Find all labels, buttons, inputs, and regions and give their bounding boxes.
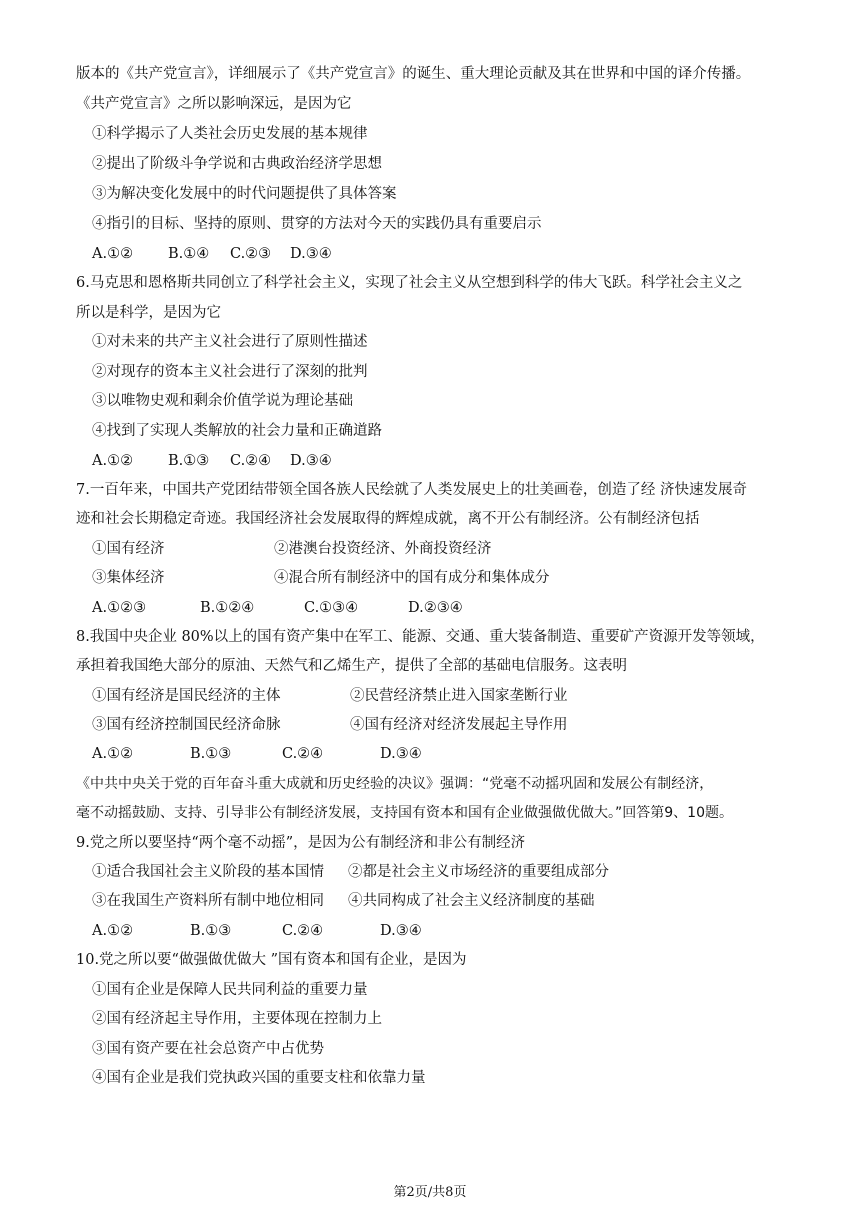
q9-item-4: ④共同构成了社会主义经济制度的基础: [348, 893, 595, 909]
q6-options: [92, 451, 812, 471]
q8-option-a[interactable]: A.①②: [92, 746, 134, 762]
q9-item-2: ②都是社会主义市场经济的重要组成部分: [348, 864, 609, 880]
q9-option-b[interactable]: B.①③: [190, 923, 232, 939]
q5-option-a[interactable]: A.①②: [92, 246, 134, 262]
q8-option-b[interactable]: B.①③: [190, 746, 232, 762]
q6-item-3: ③以唯物史观和剩余价值学说为理论基础: [92, 393, 353, 409]
q9-option-a[interactable]: A.①②: [92, 923, 134, 939]
q8-stem-line-1: 8.我国中央企业 80%以上的国有资产集中在军工、能源、交通、重大装备制造、重要矿产资源开发等领域，: [76, 629, 765, 645]
q8-option-c[interactable]: C.②④: [282, 746, 324, 762]
q5-stem-line-2: 《共产党宣言》之所以影响深远，是因为它: [76, 96, 352, 112]
q7-item-3: ③集体经济: [92, 570, 165, 586]
q5-option-c[interactable]: C.②③: [230, 246, 272, 262]
q7-option-a[interactable]: A.①②③: [92, 600, 147, 616]
page-number: 第2页/共8页: [393, 1185, 467, 1200]
q8-stem-line-2: 承担着我国绝大部分的原油、天然气和乙烯生产，提供了全部的基础电信服务。这表明: [76, 658, 627, 674]
q6-option-a[interactable]: A.①②: [92, 453, 134, 469]
q5-option-d[interactable]: D.③④: [290, 246, 332, 262]
q9-stem: 9.党之所以要坚持“两个毫不动摇”，是因为公有制经济和非公有制经济: [76, 835, 526, 851]
q10-stem: 10.党之所以要“做强做优做大 ”国有资本和国有企业，是因为: [76, 952, 467, 968]
q7-item-1: ①国有经济: [92, 541, 165, 557]
q7-items-row-1: [92, 539, 812, 559]
q6-stem-line-1: 6.马克思和恩格斯共同创立了科学社会主义，实现了社会主义从空想到科学的伟大飞跃。科学社会主义之: [76, 275, 743, 291]
q7-option-d[interactable]: D.②③④: [408, 600, 463, 616]
q9-option-c[interactable]: C.②④: [282, 923, 324, 939]
q9-items-row-1: [92, 862, 812, 882]
q8-item-3: ③国有经济控制国民经济命脉: [92, 717, 281, 733]
q8-options: [92, 744, 812, 764]
q10-item-2: ②国有经济起主导作用，主要体现在控制力上: [92, 1011, 382, 1027]
material-line-2: 毫不动摇鼓励、支持、引导非公有制经济发展，支持国有资本和国有企业做强做优做大。”回答第9、10题。: [76, 805, 733, 821]
q10-item-3: ③国有资产要在社会总资产中占优势: [92, 1041, 324, 1057]
q9-options: [92, 921, 812, 941]
q5-item-3: ③为解决变化发展中的时代问题提供了具体答案: [92, 186, 397, 202]
q8-items-row-2: [92, 715, 812, 735]
q8-item-4: ④国有经济对经济发展起主导作用: [350, 717, 568, 733]
q6-item-4: ④找到了实现人类解放的社会力量和正确道路: [92, 423, 382, 439]
q6-option-b[interactable]: B.①③: [168, 453, 210, 469]
q5-item-1: ①科学揭示了人类社会历史发展的基本规律: [92, 126, 368, 142]
q6-item-1: ①对未来的共产主义社会进行了原则性描述: [92, 334, 368, 350]
q8-item-2: ②民营经济禁止进入国家垄断行业: [350, 688, 568, 704]
q7-item-2: ②港澳台投资经济、外商投资经济: [274, 541, 492, 557]
q9-items-row-2: [92, 891, 812, 911]
q5-option-b[interactable]: B.①④: [168, 246, 210, 262]
q6-stem-line-2: 所以是科学，是因为它: [76, 305, 221, 321]
q10-item-4: ④国有企业是我们党执政兴国的重要支柱和依靠力量: [92, 1070, 426, 1086]
q7-items-row-2: [92, 568, 812, 588]
material-line-1: 《中共中央关于党的百年奋斗重大成就和历史经验的决议》强调：“党毫不动摇巩固和发展公有制经济，: [76, 776, 714, 792]
q7-options: [92, 598, 812, 618]
q7-stem-line-2: 迹和社会长期稳定奇迹。我国经济社会发展取得的辉煌成就，离不开公有制经济。公有制经济包括: [76, 511, 700, 527]
q7-option-b[interactable]: B.①②④: [200, 600, 255, 616]
q8-item-1: ①国有经济是国民经济的主体: [92, 688, 281, 704]
q6-option-d[interactable]: D.③④: [290, 453, 332, 469]
q7-stem-line-1: 7.一百年来，中国共产党团结带领全国各族人民绘就了人类发展史上的壮美画卷，创造了经 济快速发展奇: [76, 482, 747, 498]
q5-stem-line-1: 版本的《共产党宣言》，详细展示了《共产党宣言》的诞生、重大理论贡献及其在世界和中国的译介传播。: [76, 66, 751, 82]
q5-options: [92, 244, 812, 264]
q9-option-d[interactable]: D.③④: [380, 923, 422, 939]
q5-item-4: ④指引的目标、坚持的原则、贯穿的方法对今天的实践仍具有重要启示: [92, 216, 542, 232]
q10-item-1: ①国有企业是保障人民共同利益的重要力量: [92, 982, 368, 998]
q9-item-1: ①适合我国社会主义阶段的基本国情: [92, 864, 324, 880]
q6-item-2: ②对现存的资本主义社会进行了深刻的批判: [92, 364, 368, 380]
q7-option-c[interactable]: C.①③④: [304, 600, 359, 616]
q8-items-row-1: [92, 686, 812, 706]
q8-option-d[interactable]: D.③④: [380, 746, 422, 762]
q7-item-4: ④混合所有制经济中的国有成分和集体成分: [274, 570, 550, 586]
q6-option-c[interactable]: C.②④: [230, 453, 272, 469]
q5-item-2: ②提出了阶级斗争学说和古典政治经济学思想: [92, 156, 382, 172]
q9-item-3: ③在我国生产资料所有制中地位相同: [92, 893, 324, 909]
